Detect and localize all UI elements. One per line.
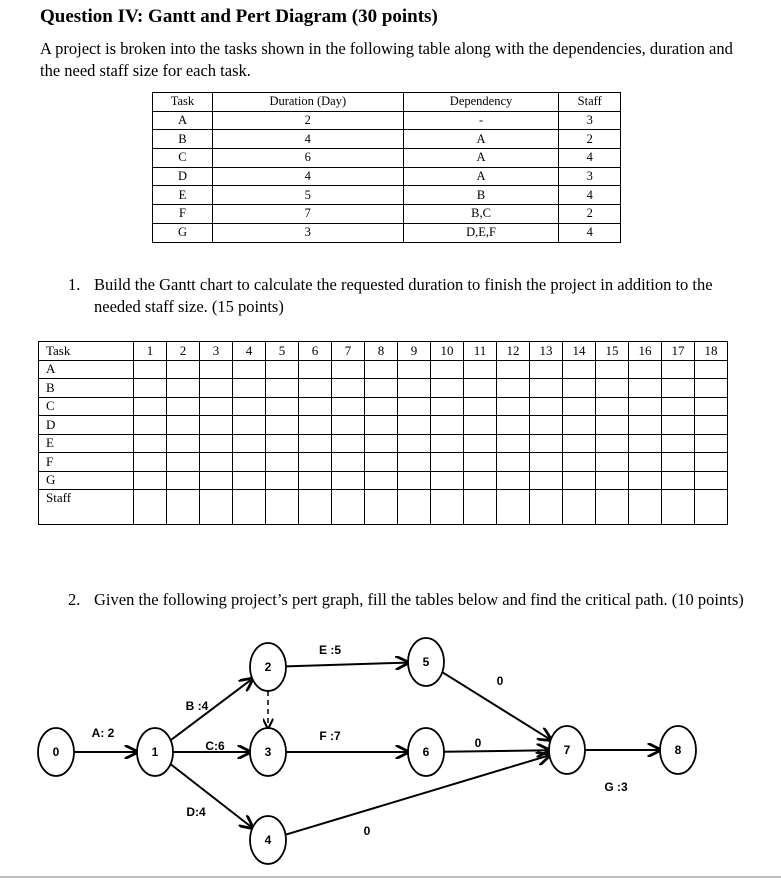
gantt-cell[interactable] (563, 471, 596, 490)
gantt-cell[interactable] (596, 490, 629, 525)
pert-edge-label: B :4 (185, 699, 209, 713)
gantt-cell[interactable] (266, 453, 299, 472)
gantt-cell[interactable] (431, 453, 464, 472)
gantt-cell[interactable] (431, 379, 464, 398)
gantt-cell[interactable] (266, 397, 299, 416)
gantt-cell[interactable] (464, 379, 497, 398)
gantt-cell[interactable] (563, 416, 596, 435)
gantt-cell[interactable] (563, 453, 596, 472)
gantt-cell[interactable] (299, 453, 332, 472)
pert-node-label: 5 (422, 655, 430, 669)
gantt-cell[interactable] (200, 434, 233, 453)
table-cell: D (153, 167, 213, 186)
gantt-day-header: 11 (464, 342, 497, 361)
gantt-cell[interactable] (695, 453, 728, 472)
gantt-cell[interactable] (497, 471, 530, 490)
gantt-cell[interactable] (233, 490, 266, 525)
q2-number: 2. (68, 590, 81, 609)
gantt-cell[interactable] (497, 434, 530, 453)
gantt-row (39, 416, 728, 435)
gantt-cell[interactable] (530, 490, 563, 525)
gantt-cell[interactable] (530, 453, 563, 472)
table-cell: - (403, 111, 559, 130)
gantt-cell[interactable] (629, 490, 662, 525)
gantt-cell[interactable] (200, 397, 233, 416)
gantt-day-header: 6 (299, 342, 332, 361)
gantt-corner: Task (39, 342, 134, 361)
gantt-cell[interactable] (233, 360, 266, 379)
gantt-cell[interactable] (398, 379, 431, 398)
table-cell: 6 (212, 149, 403, 168)
gantt-cell[interactable] (200, 471, 233, 490)
gantt-cell[interactable] (200, 416, 233, 435)
gantt-cell[interactable] (167, 490, 200, 525)
table-cell: 4 (212, 167, 403, 186)
gantt-cell[interactable] (365, 434, 398, 453)
gantt-cell[interactable] (530, 379, 563, 398)
gantt-row-label: A (39, 360, 134, 379)
gantt-cell[interactable] (464, 360, 497, 379)
gantt-cell[interactable] (233, 471, 266, 490)
gantt-day-header: 18 (695, 342, 728, 361)
gantt-cell[interactable] (464, 416, 497, 435)
gantt-cell[interactable] (662, 434, 695, 453)
table-cell: 4 (559, 223, 621, 242)
gantt-row-label: Staff (39, 490, 134, 525)
table-cell: 3 (212, 223, 403, 242)
gantt-cell[interactable] (299, 360, 332, 379)
pert-node-label: 7 (563, 743, 571, 757)
gantt-day-header: 8 (365, 342, 398, 361)
gantt-cell[interactable] (695, 490, 728, 525)
table-row (153, 186, 621, 205)
gantt-cell[interactable] (563, 379, 596, 398)
gantt-row (39, 360, 728, 379)
q1-text: Build the Gantt chart to calculate the requested duration to finish the project in addition to the needed staff size. (15 points) (94, 275, 713, 316)
gantt-day-header: 17 (662, 342, 695, 361)
gantt-cell[interactable] (233, 397, 266, 416)
gantt-cell[interactable] (530, 471, 563, 490)
pert-node-label: 2 (264, 660, 272, 674)
gantt-cell[interactable] (167, 397, 200, 416)
gantt-cell[interactable] (134, 379, 167, 398)
gantt-row (39, 490, 728, 525)
table-cell: B (403, 186, 559, 205)
gantt-cell[interactable] (398, 416, 431, 435)
gantt-cell[interactable] (332, 434, 365, 453)
gantt-cell[interactable] (629, 434, 662, 453)
table-row (153, 130, 621, 149)
q2-text: Given the following project’s pert graph, fill the tables below and find the critical path. (10 points) (94, 590, 744, 609)
gantt-cell[interactable] (464, 434, 497, 453)
gantt-row (39, 471, 728, 490)
table-cell: 2 (559, 130, 621, 149)
gantt-cell[interactable] (134, 416, 167, 435)
gantt-cell[interactable] (695, 471, 728, 490)
gantt-cell[interactable] (530, 397, 563, 416)
gantt-cell[interactable] (167, 471, 200, 490)
gantt-cell[interactable] (629, 416, 662, 435)
gantt-day-header: 12 (497, 342, 530, 361)
table-cell: B,C (403, 205, 559, 224)
pert-node-label: 6 (422, 745, 430, 759)
gantt-cell[interactable] (365, 490, 398, 525)
gantt-row (39, 434, 728, 453)
gantt-cell[interactable] (596, 434, 629, 453)
gantt-day-header: 14 (563, 342, 596, 361)
gantt-cell[interactable] (629, 471, 662, 490)
gantt-cell[interactable] (134, 360, 167, 379)
gantt-cell[interactable] (596, 416, 629, 435)
pert-edge-label: 0 (363, 824, 371, 838)
table-cell: F (153, 205, 213, 224)
gantt-cell[interactable] (398, 360, 431, 379)
gantt-day-header: 2 (167, 342, 200, 361)
gantt-cell[interactable] (167, 416, 200, 435)
gantt-cell[interactable] (167, 379, 200, 398)
gantt-row-label: E (39, 434, 134, 453)
gantt-cell[interactable] (662, 360, 695, 379)
gantt-cell[interactable] (266, 360, 299, 379)
gantt-cell[interactable] (167, 360, 200, 379)
table-row (153, 111, 621, 130)
gantt-row-label: F (39, 453, 134, 472)
task-table (152, 92, 621, 243)
pert-edge-label: A: 2 (91, 726, 115, 740)
gantt-cell[interactable] (332, 360, 365, 379)
table-header-row (153, 93, 621, 112)
gantt-cell[interactable] (134, 453, 167, 472)
pert-edge-label: F :7 (319, 729, 341, 743)
gantt-cell[interactable] (431, 434, 464, 453)
gantt-cell[interactable] (431, 471, 464, 490)
gantt-cell[interactable] (134, 490, 167, 525)
gantt-cell[interactable] (266, 490, 299, 525)
table-cell: Dependency (403, 93, 559, 112)
gantt-row-label: C (39, 397, 134, 416)
gantt-cell[interactable] (332, 416, 365, 435)
gantt-day-header: 4 (233, 342, 266, 361)
gantt-cell[interactable] (266, 379, 299, 398)
table-cell: 3 (559, 111, 621, 130)
table-row (153, 149, 621, 168)
gantt-cell[interactable] (464, 471, 497, 490)
question-title: Question IV: Gantt and Pert Diagram (30 points) (40, 6, 438, 27)
gantt-cell[interactable] (332, 397, 365, 416)
gantt-cell[interactable] (695, 379, 728, 398)
gantt-cell[interactable] (398, 434, 431, 453)
gantt-day-header: 7 (332, 342, 365, 361)
gantt-cell[interactable] (365, 379, 398, 398)
table-cell: B (153, 130, 213, 149)
gantt-row-label: B (39, 379, 134, 398)
gantt-cell[interactable] (662, 416, 695, 435)
gantt-cell[interactable] (299, 471, 332, 490)
gantt-cell[interactable] (431, 397, 464, 416)
gantt-cell[interactable] (365, 360, 398, 379)
q1-number: 1. (68, 275, 81, 294)
table-cell: 3 (559, 167, 621, 186)
gantt-cell[interactable] (398, 397, 431, 416)
table-cell: Staff (559, 93, 621, 112)
gantt-cell[interactable] (134, 471, 167, 490)
gantt-row (39, 379, 728, 398)
table-cell: E (153, 186, 213, 205)
gantt-day-header: 1 (134, 342, 167, 361)
gantt-cell[interactable] (233, 453, 266, 472)
gantt-cell[interactable] (266, 434, 299, 453)
gantt-cell[interactable] (332, 379, 365, 398)
table-row (153, 205, 621, 224)
pert-node-label: 8 (674, 743, 682, 757)
gantt-cell[interactable] (497, 490, 530, 525)
gantt-cell[interactable] (497, 360, 530, 379)
pert-edge-label: E :5 (318, 643, 342, 657)
gantt-cell[interactable] (398, 490, 431, 525)
page-divider (0, 876, 781, 878)
gantt-cell[interactable] (629, 397, 662, 416)
gantt-cell[interactable] (431, 416, 464, 435)
gantt-cell[interactable] (596, 360, 629, 379)
gantt-cell[interactable] (431, 490, 464, 525)
gantt-table (38, 341, 728, 525)
gantt-cell[interactable] (497, 397, 530, 416)
pert-edge-label: 0 (496, 674, 504, 688)
table-cell: 4 (212, 130, 403, 149)
gantt-row (39, 397, 728, 416)
gantt-cell[interactable] (233, 416, 266, 435)
gantt-cell[interactable] (662, 397, 695, 416)
gantt-day-header: 13 (530, 342, 563, 361)
gantt-cell[interactable] (167, 434, 200, 453)
intro-text: A project is broken into the tasks shown in the following table along with the dependencies, duration and the need staff size for each task. (40, 39, 733, 80)
gantt-cell[interactable] (332, 471, 365, 490)
gantt-day-header: 15 (596, 342, 629, 361)
gantt-cell[interactable] (596, 453, 629, 472)
gantt-cell[interactable] (464, 453, 497, 472)
gantt-row (39, 453, 728, 472)
table-cell: 2 (212, 111, 403, 130)
gantt-cell[interactable] (200, 379, 233, 398)
table-cell: 4 (559, 186, 621, 205)
gantt-cell[interactable] (563, 434, 596, 453)
gantt-day-header: 16 (629, 342, 662, 361)
table-cell: Duration (Day) (212, 93, 403, 112)
gantt-cell[interactable] (200, 490, 233, 525)
pert-node-label: 1 (151, 745, 159, 759)
gantt-cell[interactable] (134, 397, 167, 416)
pert-edge-1-2 (171, 679, 253, 740)
table-cell: A (153, 111, 213, 130)
pert-edge-label: C:6 (205, 739, 225, 753)
gantt-day-header: 10 (431, 342, 464, 361)
gantt-cell[interactable] (299, 379, 332, 398)
gantt-cell[interactable] (299, 434, 332, 453)
gantt-cell[interactable] (695, 360, 728, 379)
gantt-cell[interactable] (596, 471, 629, 490)
gantt-cell[interactable] (563, 490, 596, 525)
gantt-header-row (39, 342, 728, 361)
pert-edge-6-7 (444, 750, 549, 751)
pert-edge-label: G :3 (604, 780, 628, 794)
gantt-day-header: 9 (398, 342, 431, 361)
gantt-cell[interactable] (563, 397, 596, 416)
table-cell: Task (153, 93, 213, 112)
gantt-row-label: D (39, 416, 134, 435)
pert-node-label: 4 (264, 833, 272, 847)
gantt-cell[interactable] (662, 490, 695, 525)
table-row (153, 167, 621, 186)
pert-edge-label: 0 (474, 736, 482, 750)
pert-edge-1-4 (171, 764, 253, 828)
table-cell: 4 (559, 149, 621, 168)
gantt-cell[interactable] (629, 360, 662, 379)
table-cell: 5 (212, 186, 403, 205)
gantt-cell[interactable] (695, 434, 728, 453)
gantt-cell[interactable] (431, 360, 464, 379)
gantt-cell[interactable] (596, 397, 629, 416)
gantt-day-header: 3 (200, 342, 233, 361)
gantt-cell[interactable] (299, 416, 332, 435)
gantt-cell[interactable] (365, 453, 398, 472)
gantt-cell[interactable] (332, 453, 365, 472)
pert-node-label: 3 (264, 745, 272, 759)
gantt-cell[interactable] (530, 416, 563, 435)
table-cell: C (153, 149, 213, 168)
gantt-cell[interactable] (596, 379, 629, 398)
gantt-cell[interactable] (464, 397, 497, 416)
gantt-cell[interactable] (134, 434, 167, 453)
gantt-cell[interactable] (365, 416, 398, 435)
pert-graph (0, 630, 781, 875)
gantt-cell[interactable] (695, 397, 728, 416)
gantt-cell[interactable] (200, 360, 233, 379)
gantt-cell[interactable] (662, 453, 695, 472)
table-cell: G (153, 223, 213, 242)
table-row (153, 223, 621, 242)
gantt-cell[interactable] (530, 360, 563, 379)
pert-edge-label: D:4 (186, 805, 206, 819)
gantt-cell[interactable] (695, 416, 728, 435)
gantt-cell[interactable] (497, 416, 530, 435)
gantt-cell[interactable] (233, 434, 266, 453)
table-cell: 7 (212, 205, 403, 224)
gantt-cell[interactable] (365, 397, 398, 416)
pert-node-label: 0 (52, 745, 60, 759)
gantt-cell[interactable] (530, 434, 563, 453)
gantt-cell[interactable] (398, 471, 431, 490)
gantt-cell[interactable] (233, 379, 266, 398)
gantt-cell[interactable] (629, 453, 662, 472)
gantt-row-label: G (39, 471, 134, 490)
table-cell: 2 (559, 205, 621, 224)
gantt-cell[interactable] (563, 360, 596, 379)
gantt-cell[interactable] (266, 471, 299, 490)
gantt-cell[interactable] (662, 379, 695, 398)
table-cell: A (403, 149, 559, 168)
table-cell: A (403, 130, 559, 149)
gantt-cell[interactable] (299, 490, 332, 525)
gantt-cell[interactable] (167, 453, 200, 472)
gantt-cell[interactable] (662, 471, 695, 490)
gantt-cell[interactable] (200, 453, 233, 472)
gantt-cell[interactable] (629, 379, 662, 398)
table-cell: D,E,F (403, 223, 559, 242)
gantt-cell[interactable] (497, 453, 530, 472)
gantt-cell[interactable] (398, 453, 431, 472)
gantt-cell[interactable] (299, 397, 332, 416)
gantt-cell[interactable] (365, 471, 398, 490)
table-cell: A (403, 167, 559, 186)
gantt-day-header: 5 (266, 342, 299, 361)
pert-edge-2-5 (286, 663, 408, 667)
gantt-cell[interactable] (497, 379, 530, 398)
gantt-cell[interactable] (332, 490, 365, 525)
gantt-cell[interactable] (266, 416, 299, 435)
gantt-cell[interactable] (464, 490, 497, 525)
